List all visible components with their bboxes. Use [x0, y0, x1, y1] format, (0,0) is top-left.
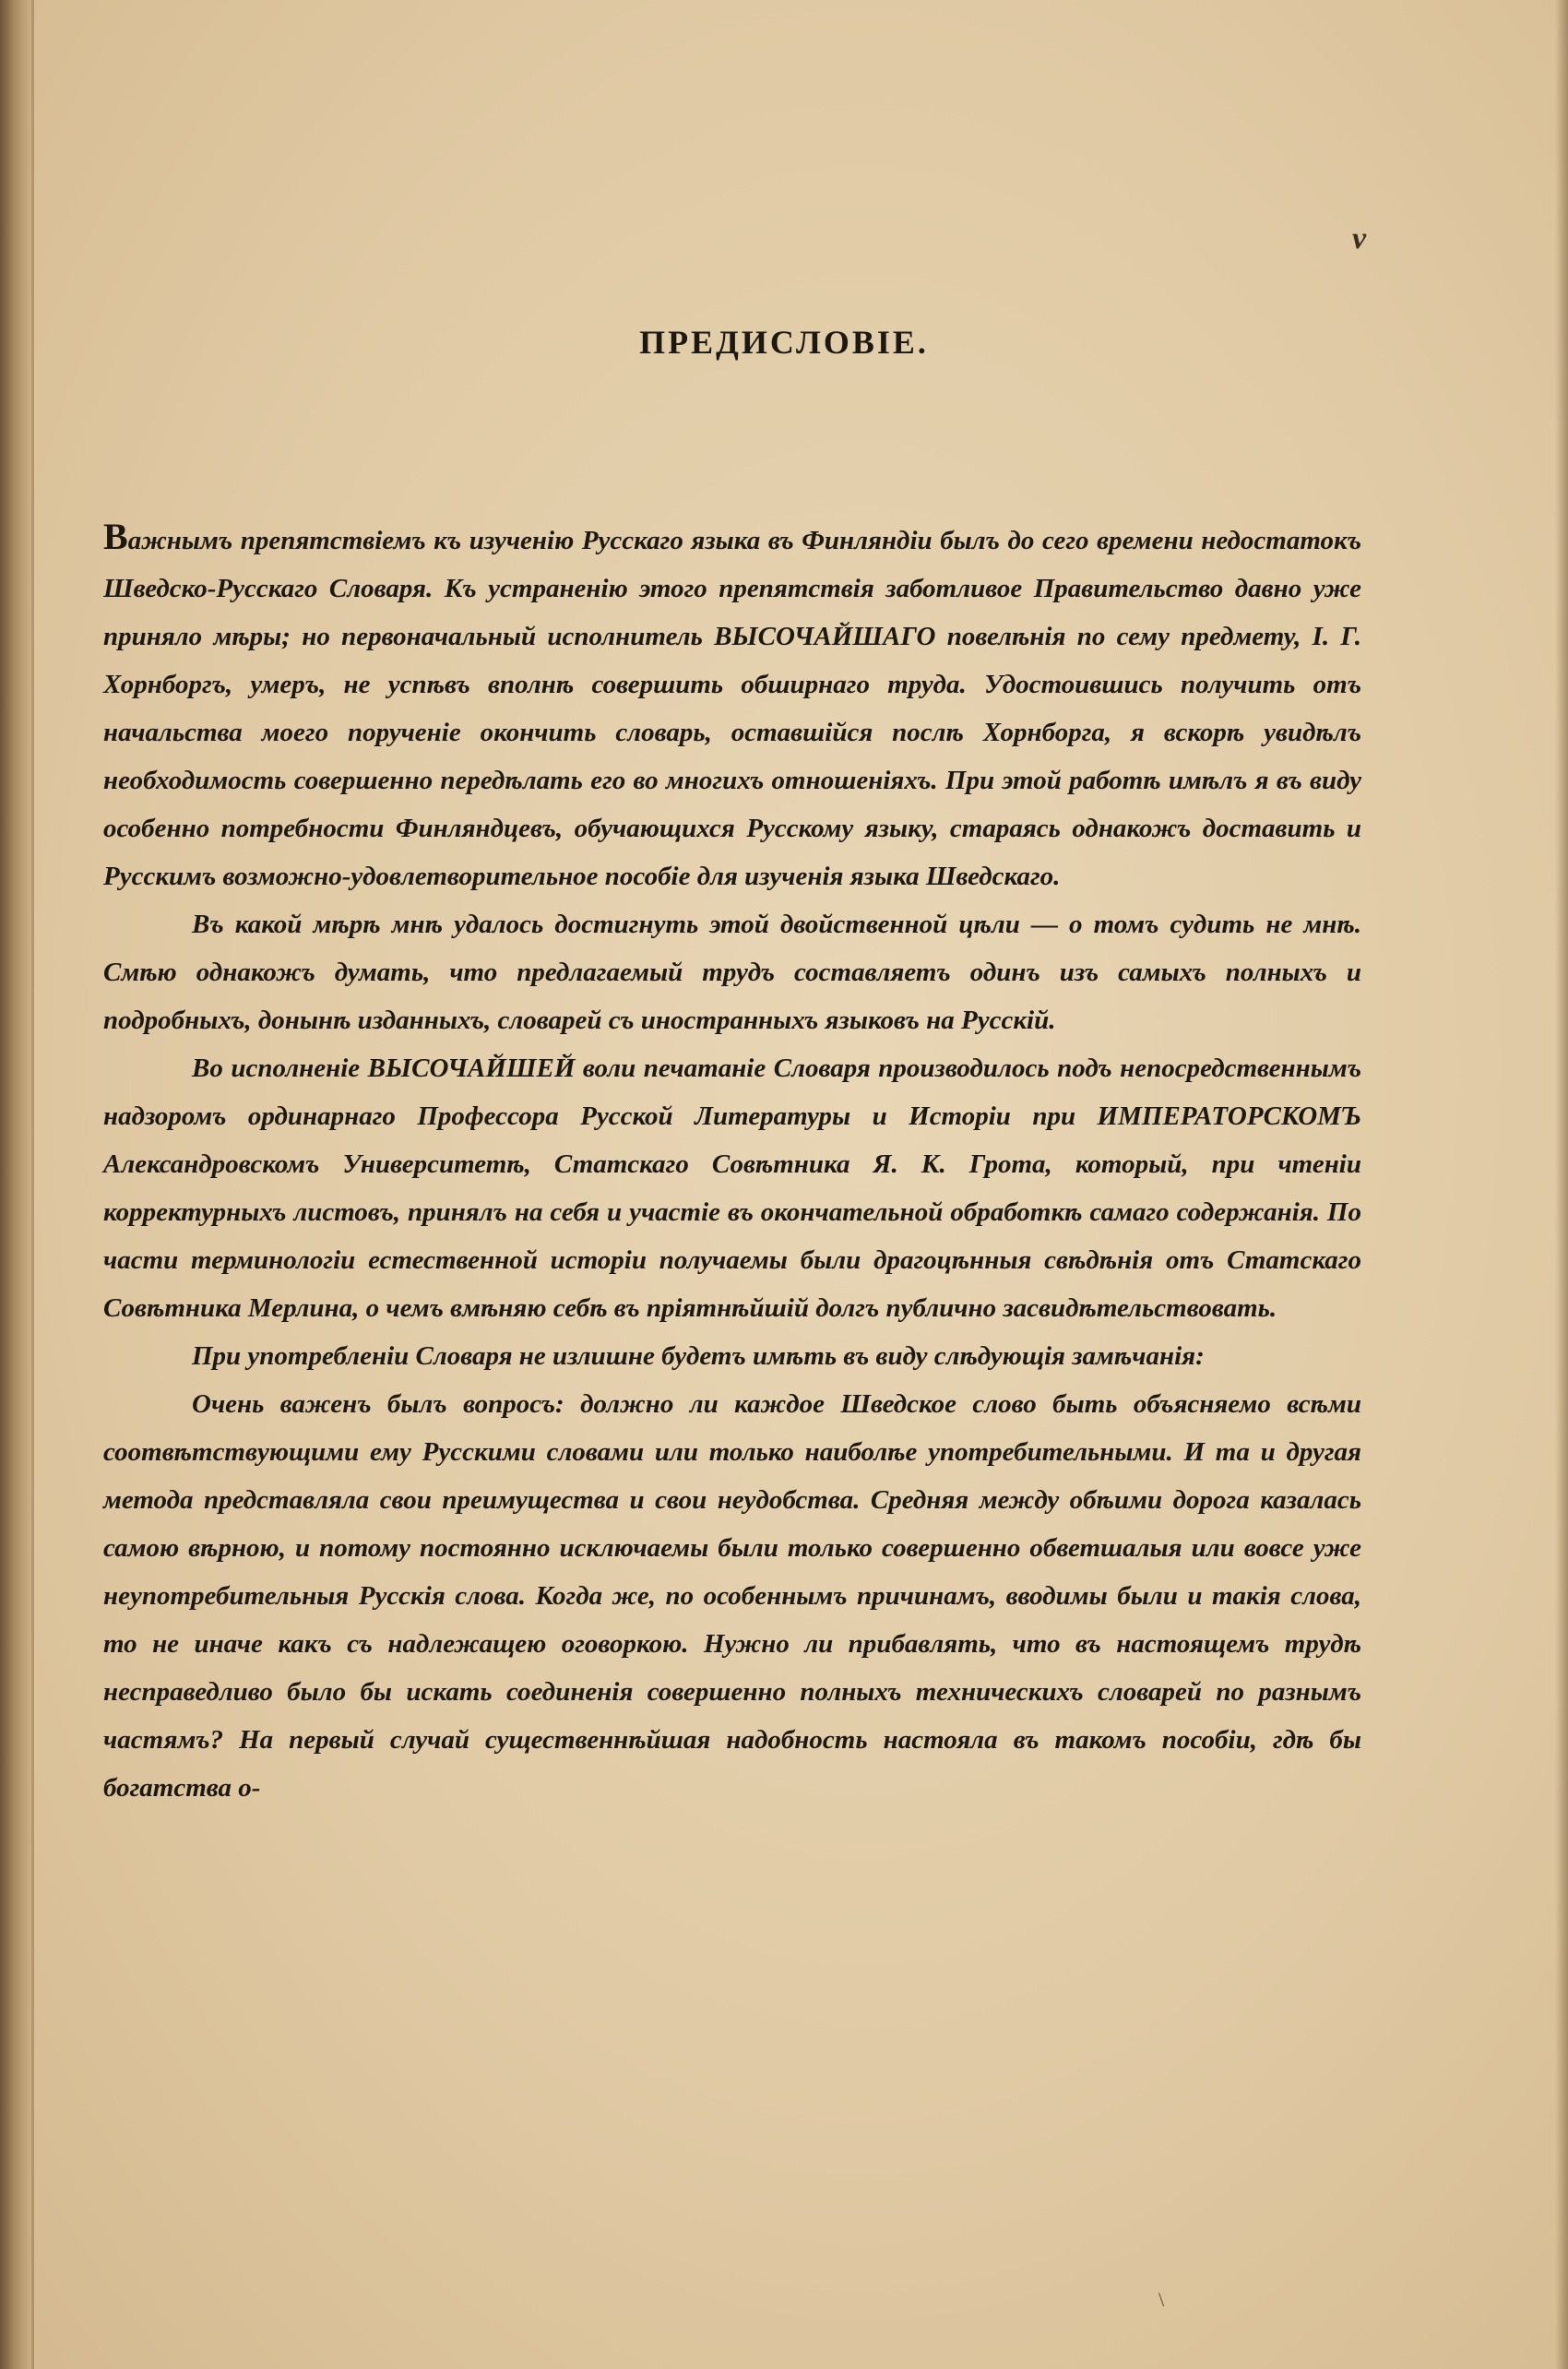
page-number: v [1352, 221, 1367, 256]
page-mark: \ [1158, 2288, 1165, 2311]
page-title: ПРЕДИСЛОВІЕ. [639, 324, 929, 361]
initial-letter: В [103, 516, 128, 557]
body-text [103, 513, 1361, 1812]
paragraph-1-text: ажнымъ препятствіемъ къ изученію Русскаго языка въ Финляндіи былъ до сего времени недостатокъ Шведско-Русскаго Словаря. Къ устраненію этого препятствія заботливое Правительство давно уже приняло мѣры; но первоначальный исполнитель ВЫСОЧАЙШАГО повелѣнія по сему предмету, І. Г. Хорнборгъ, умеръ, не успѣвъ вполнѣ совершить обширнаго труда. Удостоившись получить отъ начальства моего порученіе окончить словарь, оставшійся послѣ Хорнборга, я вскорѣ увидѣлъ необходимость совершенно передѣлать его во многихъ отношеніяхъ. При этой работѣ имѣлъ я въ виду особенно потребности Финляндцевъ, обучающихся Русскому языку, стараясь однакожъ доставить и Русскимъ возможно-удовлетворительное пособіе для изученія языка Шведскаго. [103, 526, 1361, 891]
paragraph-2: Въ какой мѣрѣ мнѣ удалось достигнуть этой двойственной цѣли — о томъ судить не мнѣ. Смѣю однакожъ думать, что предлагаемый трудъ составляетъ одинъ изъ самыхъ полныхъ и подробныхъ, донынѣ изданныхъ, словарей съ иностранныхъ языковъ на Русскій. [103, 910, 1361, 1035]
paragraph-4: При употребленіи Словаря не излишне будетъ имѣть въ виду слѣдующія замѣчанія: [192, 1341, 1205, 1371]
paragraph-5: Очень важенъ былъ вопросъ: должно ли каждое Шведское слово быть объясняемо всѣми соотвѣтствующими ему Русскими словами или только наиболѣе употребительными. И та и другая метода представляла свои преимущества и свои неудобства. Средняя между обѣими дорога казалась самою вѣрною, и потому постоянно исключаемы были только совершенно обветшалыя или вовсе уже неупотребительныя Русскія слова. Когда же, по особеннымъ причинамъ, вводимы были и такія слова, то не иначе какъ съ надлежащею оговоркою. Нужно ли прибавлять, что въ настоящемъ трудѣ несправедливо было бы искать соединенія совершенно полныхъ техническихъ словарей по разнымъ частямъ? На первый случай существеннѣйшая надобность настояла въ такомъ пособіи, гдѣ бы богатства о- [103, 1389, 1361, 1803]
paragraph-3: Во исполненіе ВЫСОЧАЙШЕЙ воли печатаніе Словаря производилось подъ непосредственнымъ надзоромъ ординарнаго Профессора Русской Литературы и Исторіи при ИМПЕРАТОРСКОМЪ Александровскомъ Университетѣ, Статскаго Совѣтника Я. К. Грота, который, при чтеніи корректурныхъ листовъ, принялъ на себя и участіе въ окончательной обработкѣ самаго содержанія. По части терминологіи естественной исторіи получаемы были драгоцѣнныя свѣдѣнія отъ Статскаго Совѣтника Мерлина, о чемъ вмѣняю себѣ въ пріятнѣйшій долгъ публично засвидѣтельствовать. [103, 1054, 1361, 1323]
paragraph-1 [103, 513, 1361, 900]
